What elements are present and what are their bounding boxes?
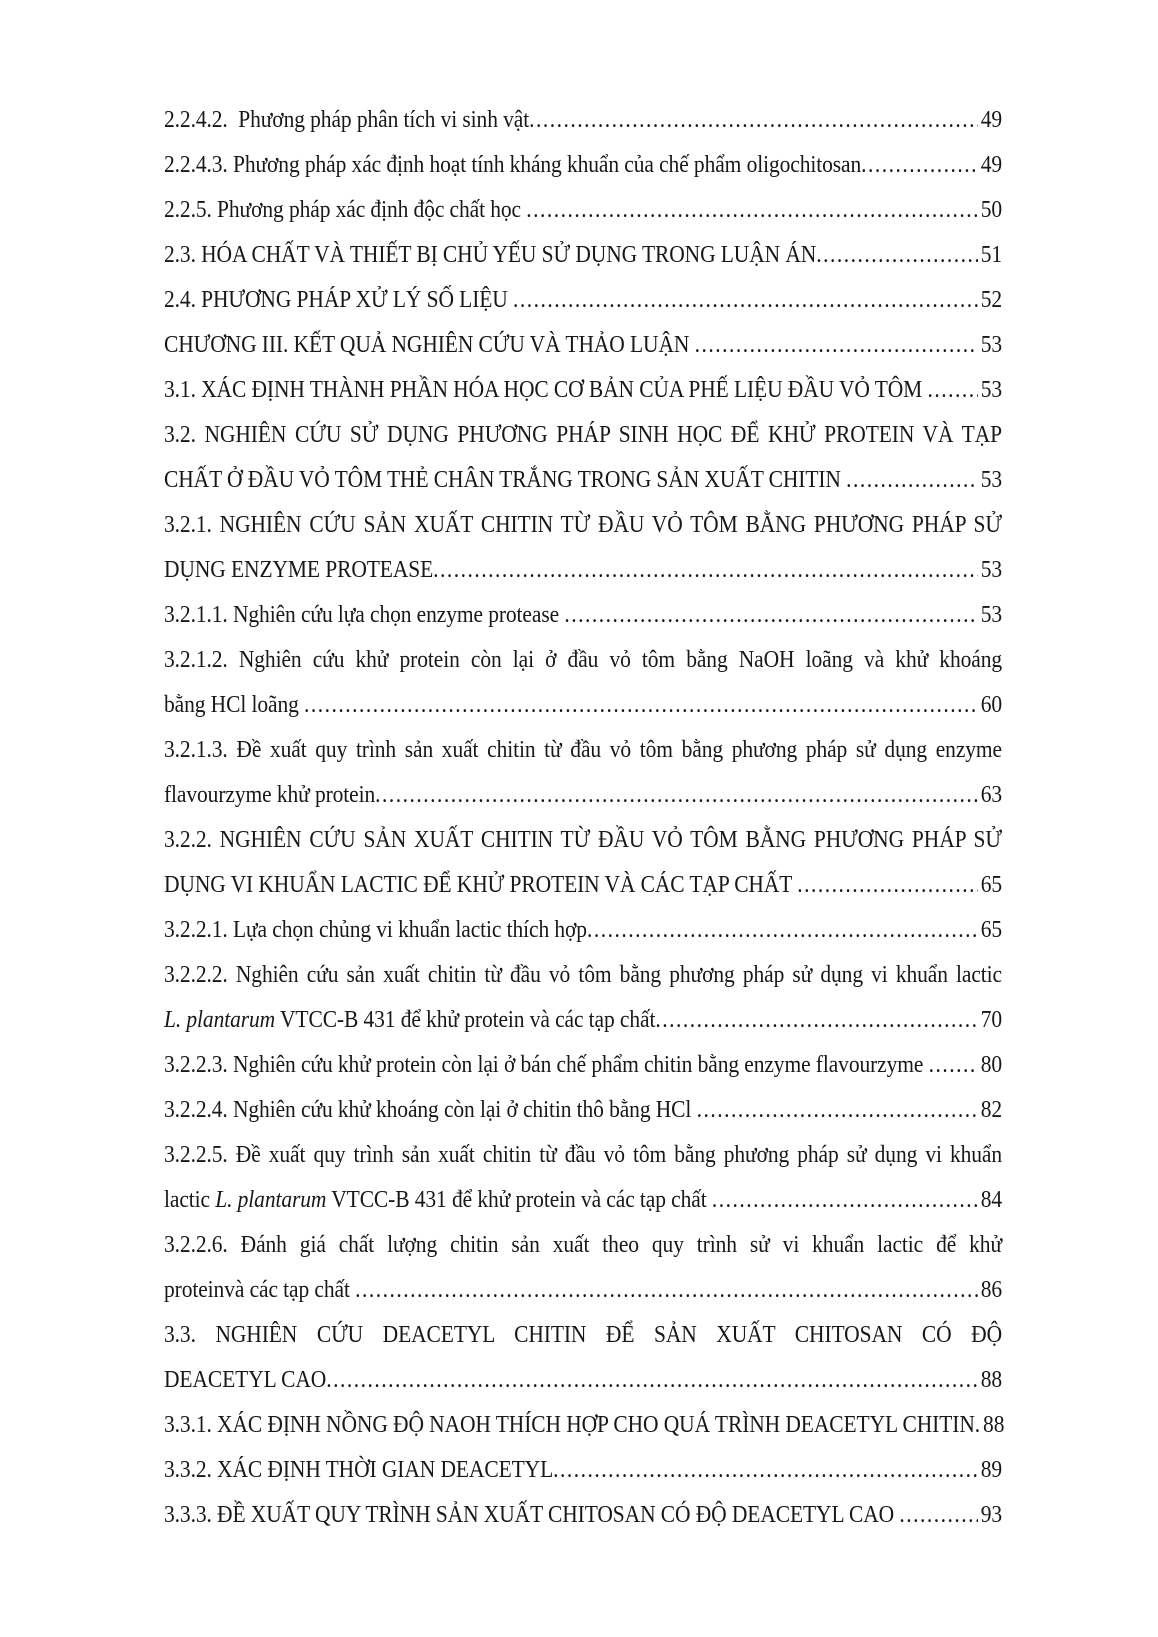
toc-entry-line bbox=[164, 274, 1002, 325]
toc-entry-text bbox=[164, 184, 526, 235]
page-number: 60 bbox=[980, 690, 1002, 718]
dot-leader bbox=[695, 319, 978, 370]
toc-entry-line bbox=[164, 1489, 1002, 1540]
dot-leader bbox=[927, 364, 977, 415]
toc-entry-text bbox=[164, 319, 695, 370]
toc-entry-line bbox=[164, 319, 1002, 370]
toc-entry-line bbox=[164, 409, 1002, 460]
toc-entry-line bbox=[164, 1354, 1002, 1405]
toc-entry-text-segment: 3.2.2.5. Đề xuất quy trình sản xuất chitin từ đầu vỏ tôm bằng phương pháp sử dụng vi khuẩn bbox=[164, 1140, 1002, 1168]
toc-entry-text-segment: 3.1. XÁC ĐỊNH THÀNH PHẦN HÓA HỌC CƠ BẢN CỦA PHẾ LIỆU ĐẦU VỎ TÔM bbox=[164, 375, 928, 403]
toc-entry-text bbox=[164, 364, 927, 415]
page-number: 53 bbox=[980, 330, 1002, 358]
toc-entry-text-segment: 3.2.2.6. Đánh giá chất lượng chitin sản xuất theo quy trình sử vi khuẩn lactic để khử bbox=[164, 1230, 1002, 1258]
toc-entry-line bbox=[164, 1264, 1002, 1315]
toc-entry-line bbox=[164, 1039, 1002, 1090]
toc-entry-text bbox=[164, 960, 1002, 987]
toc-entry-text-segment: CHẤT Ở ĐẦU VỎ TÔM THẺ CHÂN TRẮNG TRONG SẢN XUẤT CHITIN bbox=[164, 465, 847, 493]
toc-entry-text-segment: CHƯƠNG III. KẾT QUẢ NGHIÊN CỨU VÀ THẢO LUẬN bbox=[164, 330, 695, 358]
page-number: 53 bbox=[980, 555, 1002, 583]
page-number: 88 bbox=[980, 1365, 1002, 1393]
toc-entry-text-segment: 3.2.1.3. Đề xuất quy trình sản xuất chitin từ đầu vỏ tôm bằng phương pháp sử dụng enzyme bbox=[164, 735, 1002, 763]
page-number: 53 bbox=[980, 375, 1002, 403]
toc-entry-text bbox=[164, 1140, 1002, 1167]
toc-entry-text bbox=[164, 859, 797, 910]
toc-entry-line bbox=[164, 1174, 1002, 1225]
toc-entry-line bbox=[164, 994, 1002, 1045]
toc-entry-text-segment: 3.2. NGHIÊN CỨU SỬ DỤNG PHƯƠNG PHÁP SINH HỌC ĐỂ KHỬ PROTEIN VÀ TẠP bbox=[164, 420, 1002, 448]
toc-entry-text-segment: 3.2.1.1. Nghiên cứu lựa chọn enzyme protease bbox=[164, 600, 565, 628]
toc-entry-text-segment: 3.2.1. NGHIÊN CỨU SẢN XUẤT CHITIN TỪ ĐẦU VỎ TÔM BẰNG PHƯƠNG PHÁP SỬ bbox=[164, 510, 1002, 538]
toc-entry-text bbox=[164, 904, 587, 955]
toc-entry-line bbox=[164, 634, 1002, 685]
toc-entry-text-segment: 3.2.2.4. Nghiên cứu khử khoáng còn lại ở chitin thô bằng HCl bbox=[164, 1095, 697, 1123]
toc-entry-text-segment: 3.2.2.1. Lựa chọn chủng vi khuẩn lactic thích hợp bbox=[164, 915, 587, 943]
dot-leader bbox=[929, 1039, 978, 1090]
toc-entry-line bbox=[164, 1444, 1002, 1495]
toc-entry-text-segment: bằng HCl loãng bbox=[164, 690, 305, 718]
toc-entry-line bbox=[164, 949, 1002, 1000]
dot-leader bbox=[433, 544, 978, 595]
dot-leader bbox=[375, 769, 978, 820]
page-number: 63 bbox=[980, 780, 1002, 808]
toc-entry-text-segment: DEACETYL CAO bbox=[164, 1365, 327, 1393]
page-number: 86 bbox=[980, 1275, 1002, 1303]
page-number: 53 bbox=[980, 465, 1002, 493]
toc-entry-text bbox=[164, 274, 513, 325]
toc-entry-text-segment: flavourzyme khử protein bbox=[164, 780, 376, 808]
toc-entry-text bbox=[164, 510, 1002, 537]
table-of-contents bbox=[164, 97, 1005, 1537]
toc-entry-text-segment: VTCC-B 431 để khử protein và các tạp chất bbox=[275, 1005, 656, 1033]
toc-entry-text-segment: DỤNG ENZYME PROTEASE bbox=[164, 555, 434, 583]
toc-entry-text bbox=[164, 825, 1002, 852]
page-number: 50 bbox=[980, 195, 1002, 223]
toc-entry-line bbox=[164, 499, 1002, 550]
toc-entry-line bbox=[164, 1129, 1002, 1180]
toc-entry-line bbox=[164, 1084, 1002, 1135]
toc-entry-line bbox=[164, 454, 1002, 505]
toc-entry-text bbox=[164, 139, 861, 190]
dot-leader bbox=[712, 1174, 978, 1225]
toc-entry-text bbox=[164, 420, 1002, 447]
dot-leader bbox=[553, 1444, 978, 1495]
toc-entry-text-italic: L. plantarum bbox=[215, 1185, 327, 1213]
page-number: 84 bbox=[980, 1185, 1002, 1213]
dot-leader bbox=[529, 94, 978, 145]
toc-entry-text bbox=[164, 1084, 697, 1135]
toc-entry-text bbox=[164, 994, 655, 1045]
dot-leader bbox=[655, 994, 977, 1045]
toc-entry-line bbox=[164, 184, 1002, 235]
dot-leader bbox=[861, 139, 978, 190]
page-number: 51 bbox=[980, 240, 1002, 268]
toc-entry-text bbox=[164, 589, 564, 640]
toc-entry-line bbox=[164, 94, 1002, 145]
toc-entry-text-segment: 3.3. NGHIÊN CỨU DEACETYL CHITIN ĐỂ SẢN XUẤT CHITOSAN CÓ ĐỘ bbox=[164, 1320, 1002, 1348]
toc-entry-text-segment: 3.2.2.3. Nghiên cứu khử protein còn lại ở bán chế phẩm chitin bằng enzyme flavourzyme bbox=[164, 1050, 929, 1078]
toc-entry-text bbox=[164, 1320, 1002, 1347]
toc-entry-text bbox=[164, 1264, 355, 1315]
toc-entry-text bbox=[164, 1174, 712, 1225]
toc-entry-text bbox=[164, 679, 304, 730]
toc-entry-text-segment: 2.2.5. Phương pháp xác định độc chất học bbox=[164, 195, 527, 223]
toc-entry-text bbox=[164, 229, 816, 280]
dot-leader bbox=[899, 1489, 977, 1540]
page-number: 70 bbox=[980, 1005, 1002, 1033]
toc-entry-text bbox=[164, 645, 1002, 672]
toc-entry-text-segment: 2.2.4.2. Phương pháp phân tích vi sinh vật bbox=[164, 105, 530, 133]
toc-entry-text-segment: 3.2.2. NGHIÊN CỨU SẢN XUẤT CHITIN TỪ ĐẦU VỎ TÔM BẰNG PHƯƠNG PHÁP SỬ bbox=[164, 825, 1002, 853]
toc-entry-text bbox=[164, 94, 529, 145]
toc-entry-text bbox=[164, 454, 846, 505]
page-number: 89 bbox=[980, 1455, 1002, 1483]
dot-leader bbox=[797, 859, 977, 910]
page-number: 49 bbox=[980, 105, 1002, 133]
page-number: 49 bbox=[980, 150, 1002, 178]
toc-entry-text-segment: 2.4. PHƯƠNG PHÁP XỬ LÝ SỐ LIỆU bbox=[164, 285, 513, 313]
dot-leader bbox=[846, 454, 978, 505]
page-number: 80 bbox=[980, 1050, 1002, 1078]
toc-entry-text-segment: 2.3. HÓA CHẤT VÀ THIẾT BỊ CHỦ YẾU SỬ DỤNG TRONG LUẬN ÁN bbox=[164, 240, 817, 268]
toc-entry-text-segment: lactic bbox=[164, 1185, 216, 1213]
dot-leader bbox=[326, 1354, 977, 1405]
toc-entry-text-segment: 3.3.2. XÁC ĐỊNH THỜI GIAN DEACETYL bbox=[164, 1455, 554, 1483]
toc-entry-line bbox=[164, 1219, 1002, 1270]
dot-leader bbox=[526, 184, 977, 235]
toc-entry-text bbox=[164, 735, 1002, 762]
dot-leader bbox=[355, 1264, 978, 1315]
toc-entry-line bbox=[164, 1309, 1002, 1360]
dot-leader bbox=[816, 229, 977, 280]
toc-entry-text bbox=[164, 1399, 980, 1450]
toc-entry-line bbox=[164, 724, 1002, 775]
toc-entry-text-segment: 3.3.3. ĐỀ XUẤT QUY TRÌNH SẢN XUẤT CHITOSAN CÓ ĐỘ DEACETYL CAO bbox=[164, 1500, 900, 1528]
toc-entry-text-segment: 3.3.1. XÁC ĐỊNH NỒNG ĐỘ NAOH THÍCH HỢP CHO QUÁ TRÌNH DEACETYL CHITIN. bbox=[164, 1410, 981, 1438]
toc-entry-text bbox=[164, 1039, 929, 1090]
toc-entry-text bbox=[164, 1354, 326, 1405]
toc-entry-text bbox=[164, 1230, 1002, 1257]
dot-leader bbox=[564, 589, 977, 640]
toc-entry-line bbox=[164, 1399, 1005, 1450]
dot-leader bbox=[587, 904, 978, 955]
page-number: 52 bbox=[980, 285, 1002, 313]
toc-entry-line bbox=[164, 589, 1002, 640]
page-number: 88 bbox=[983, 1410, 1005, 1438]
toc-entry-text bbox=[164, 1444, 553, 1495]
page-number: 53 bbox=[980, 600, 1002, 628]
toc-entry-line bbox=[164, 544, 1002, 595]
page-number: 82 bbox=[980, 1095, 1002, 1123]
toc-entry-text-segment: 3.2.2.2. Nghiên cứu sản xuất chitin từ đầu vỏ tôm bằng phương pháp sử dụng vi khuẩn lactic bbox=[164, 960, 1002, 988]
toc-entry-line bbox=[164, 904, 1002, 955]
toc-entry-line bbox=[164, 679, 1002, 730]
dot-leader bbox=[304, 679, 978, 730]
toc-entry-line bbox=[164, 859, 1002, 910]
toc-entry-text bbox=[164, 1489, 899, 1540]
toc-entry-text-segment: proteinvà các tạp chất bbox=[164, 1275, 356, 1303]
toc-entry-line bbox=[164, 229, 1002, 280]
toc-entry-line bbox=[164, 814, 1002, 865]
dot-leader bbox=[513, 274, 978, 325]
toc-entry-text-segment: DỤNG VI KHUẨN LACTIC ĐỂ KHỬ PROTEIN VÀ CÁC TẠP CHẤT bbox=[164, 870, 798, 898]
toc-entry-line bbox=[164, 769, 1002, 820]
toc-entry-line bbox=[164, 364, 1002, 415]
toc-entry-text-segment: VTCC-B 431 để khử protein và các tạp chất bbox=[326, 1185, 712, 1213]
toc-entry-text-segment: 3.2.1.2. Nghiên cứu khử protein còn lại ở đầu vỏ tôm bằng NaOH loãng và khử khoáng bbox=[164, 645, 1002, 673]
page-number: 65 bbox=[980, 870, 1002, 898]
toc-entry-text-italic: L. plantarum bbox=[164, 1005, 276, 1033]
toc-entry-text-segment: 2.2.4.3. Phương pháp xác định hoạt tính kháng khuẩn của chế phẩm oligochitosan bbox=[164, 150, 862, 178]
page-number: 93 bbox=[980, 1500, 1002, 1528]
toc-entry-text bbox=[164, 769, 375, 820]
dot-leader bbox=[697, 1084, 978, 1135]
page-number: 65 bbox=[980, 915, 1002, 943]
toc-entry-line bbox=[164, 139, 1002, 190]
toc-entry-text bbox=[164, 544, 433, 595]
